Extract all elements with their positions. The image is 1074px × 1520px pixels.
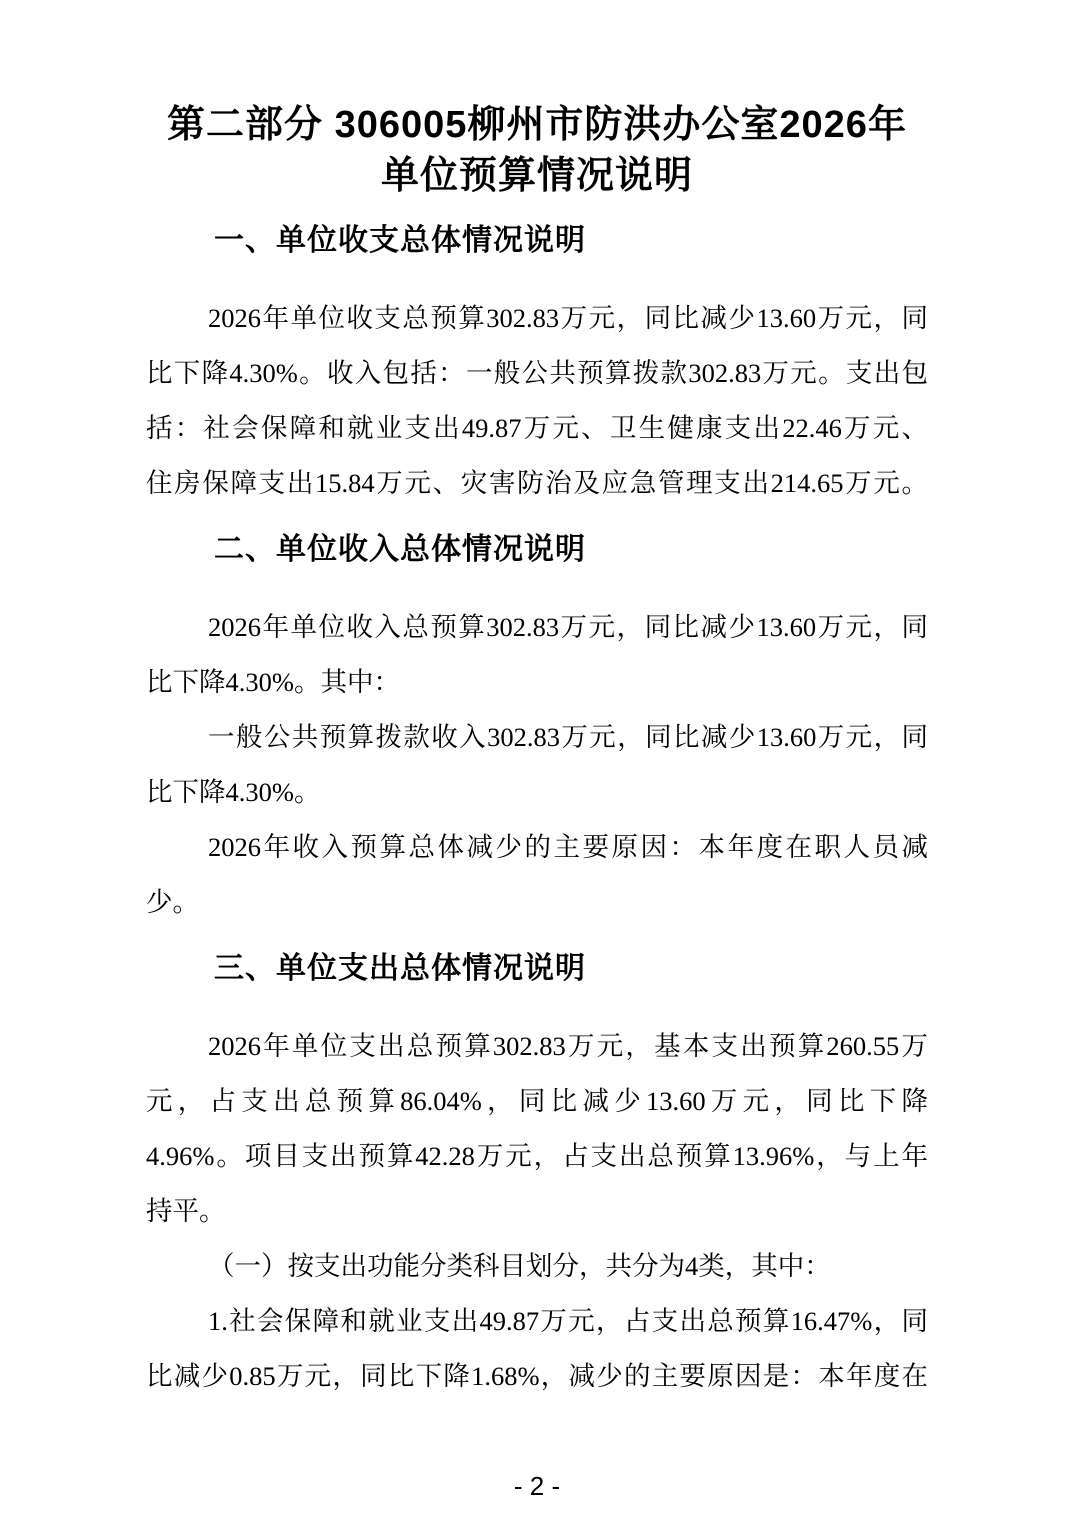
paragraph-line: 括：社会保障和就业支出49.87万元、卫生健康支出22.46万元、: [146, 413, 928, 443]
paragraph-line: 4.96%。项目支出预算42.28万元，占支出总预算13.96%，与上年: [146, 1141, 928, 1171]
page-number: - 2 -: [513, 1471, 561, 1501]
paragraph-line: 一般公共预算拨款收入302.83万元，同比减少13.60万元，同: [208, 722, 928, 752]
section-3-paragraph-3: [146, 1294, 928, 1404]
paragraph-line: 比下降4.30%。收入包括：一般公共预算拨款302.83万元。支出包: [146, 358, 928, 388]
paragraph-line: 比下降4.30%。其中：: [146, 667, 400, 697]
section-2-paragraph-2: [146, 710, 928, 820]
paragraph-line: 持平。: [146, 1196, 226, 1226]
section-1-paragraph-1: [146, 291, 928, 511]
paragraph-line: 1.社会保障和就业支出49.87万元，占支出总预算16.47%，同: [208, 1306, 928, 1336]
paragraph-line: 2026年单位收入总预算302.83万元，同比减少13.60万元，同: [208, 612, 928, 642]
paragraph-line: 少。: [146, 887, 199, 917]
paragraph-line: 2026年收入预算总体减少的主要原因：本年度在职人员减: [208, 832, 928, 862]
page-title: [146, 0, 928, 202]
paragraph-line: 住房保障支出15.84万元、灾害防治及应急管理支出214.65万元。: [146, 468, 928, 498]
section-3-paragraph-1: [146, 1019, 928, 1239]
section-3-paragraph-2: [146, 1239, 928, 1294]
paragraph-line: 比减少0.85万元，同比下降1.68%，减少的主要原因是：本年度在: [146, 1361, 928, 1391]
paragraph-line: 2026年单位支出总预算302.83万元，基本支出预算260.55万: [208, 1031, 928, 1061]
section-1-heading: 一、单位收支总体情况说明: [214, 224, 586, 257]
section-2-paragraph-3: [146, 820, 928, 930]
section-3-heading: 三、单位支出总体情况说明: [214, 952, 586, 985]
paragraph-line: （一）按支出功能分类科目划分，共分为4类，其中：: [208, 1251, 831, 1281]
page-title-line-1: 第二部分 306005柳州市防洪办公室2026年: [167, 104, 907, 146]
paragraph-line: 2026年单位收支总预算302.83万元，同比减少13.60万元，同: [208, 303, 928, 333]
paragraph-line: 元，占支出总预算86.04%，同比减少13.60万元，同比下降: [146, 1086, 928, 1116]
section-2-paragraph-1: [146, 600, 928, 710]
paragraph-line: 比下降4.30%。: [146, 777, 321, 807]
section-2-heading: 二、单位收入总体情况说明: [214, 533, 586, 566]
page-title-line-2: 单位预算情况说明: [380, 155, 693, 197]
